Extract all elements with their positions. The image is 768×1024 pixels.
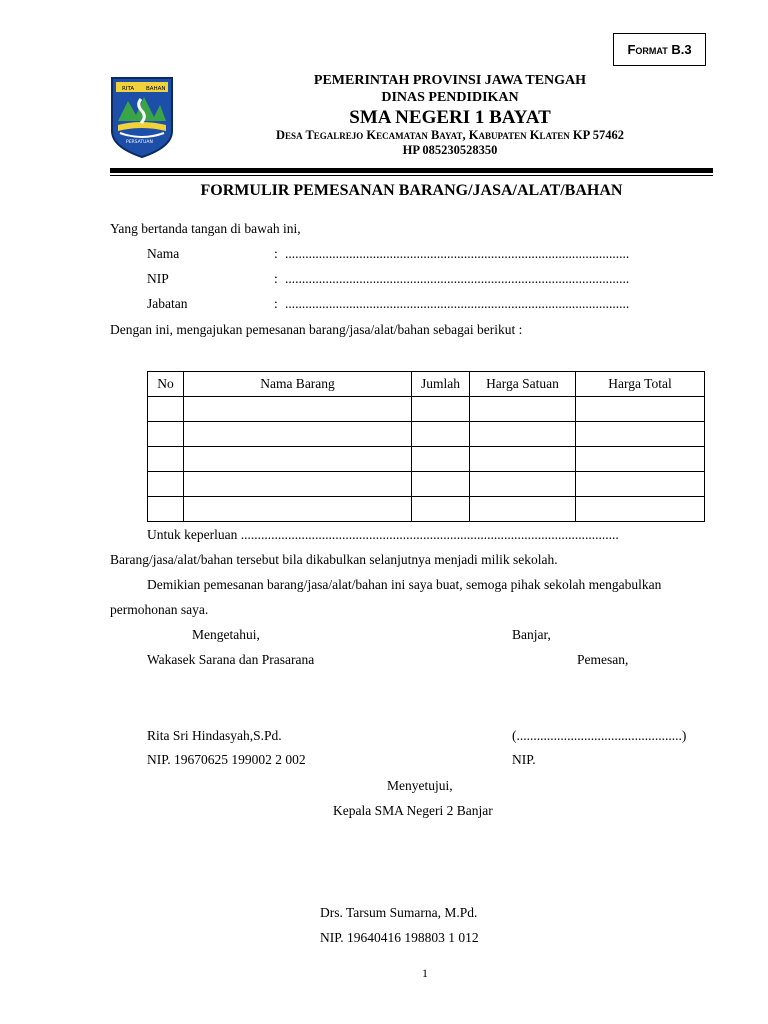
field-dots-nip[interactable]: ...................................................................................................... (285, 271, 630, 286)
school-address: Desa Tegalrejo Kecamatan Bayat, Kabupaten Klaten KP 57462 (276, 128, 624, 142)
table-header-row (148, 372, 705, 397)
table-row (148, 422, 705, 447)
table-cell[interactable] (412, 497, 470, 522)
table-cell[interactable] (576, 422, 705, 447)
field-label-nama: Nama (147, 246, 180, 261)
header-rule-thin (110, 175, 713, 176)
table-cell[interactable] (470, 472, 576, 497)
sign-left-knowing: Mengetahui, (192, 627, 260, 642)
intro-text: Yang bertanda tangan di bawah ini, (110, 221, 301, 236)
page-number: 1 (422, 966, 428, 980)
approval-nip: NIP. 19640416 198803 1 012 (320, 930, 479, 945)
table-cell[interactable] (470, 422, 576, 447)
table-cell[interactable] (184, 397, 412, 422)
purpose-line[interactable]: Untuk keperluan ................................................................................................................ (147, 527, 619, 542)
table-cell[interactable] (412, 447, 470, 472)
form-title: FORMULIR PEMESANAN BARANG/JASA/ALAT/BAHAN (200, 182, 623, 199)
field-label-jabatan: Jabatan (147, 296, 188, 311)
sign-right-place: Banjar, (512, 627, 551, 642)
table-cell[interactable] (184, 447, 412, 472)
col-header-jumlah: Jumlah (412, 372, 470, 397)
school-logo-icon (108, 75, 176, 159)
table-cell[interactable] (148, 472, 184, 497)
table-cell[interactable] (576, 397, 705, 422)
table-cell[interactable] (576, 472, 705, 497)
school-phone: HP 085230528350 (402, 143, 498, 157)
field-colon-nip: : (274, 271, 278, 286)
statement-closing-cont: permohonan saya. (110, 602, 209, 617)
format-label: Format B.3 (613, 33, 706, 66)
sign-left-name: Rita Sri Hindasyah,S.Pd. (147, 728, 282, 743)
table-cell[interactable] (148, 397, 184, 422)
table-cell[interactable] (148, 497, 184, 522)
table-cell[interactable] (412, 397, 470, 422)
field-label-nip: NIP (147, 271, 169, 286)
statement-closing: Demikian pemesanan barang/jasa/alat/bahan ini saya buat, semoga pihak sekolah mengabulkan (147, 577, 662, 592)
approval-label: Menyetujui, (387, 778, 453, 793)
logo-text-right: BAHAN (146, 86, 166, 92)
table-row (148, 397, 705, 422)
request-line: Dengan ini, mengajukan pemesanan barang/jasa/alat/bahan sebagai berikut : (110, 322, 523, 337)
approval-role: Kepala SMA Negeri 2 Banjar (333, 803, 493, 818)
field-dots-jabatan[interactable]: ...................................................................................................... (285, 296, 630, 311)
table-cell[interactable] (470, 497, 576, 522)
col-header-nama-barang: Nama Barang (184, 372, 412, 397)
sign-right-nip: NIP. (512, 752, 536, 767)
table-cell[interactable] (412, 472, 470, 497)
table-cell[interactable] (412, 422, 470, 447)
header-rule-thick (110, 168, 713, 173)
sign-left-role: Wakasek Sarana dan Prasarana (147, 652, 315, 667)
school-name: SMA NEGERI 1 BAYAT (349, 107, 551, 128)
header-line1: PEMERINTAH PROVINSI JAWA TENGAH (313, 73, 587, 88)
table-row (148, 472, 705, 497)
logo-text-bottom: PERSATUAN (126, 140, 153, 145)
col-header-no: No (148, 372, 184, 397)
sign-right-name[interactable]: (.................................................) (512, 728, 687, 743)
col-header-harga-total: Harga Total (576, 372, 705, 397)
field-colon-jabatan: : (274, 296, 278, 311)
approval-name: Drs. Tarsum Sumarna, M.Pd. (320, 905, 478, 920)
sign-right-role: Pemesan, (577, 652, 629, 667)
table-cell[interactable] (184, 472, 412, 497)
table-cell[interactable] (576, 497, 705, 522)
field-dots-nama[interactable]: ...................................................................................................... (285, 246, 630, 261)
table-cell[interactable] (576, 447, 705, 472)
table-cell[interactable] (184, 497, 412, 522)
statement-ownership: Barang/jasa/alat/bahan tersebut bila dikabulkan selanjutnya menjadi milik sekolah. (110, 552, 558, 567)
table-cell[interactable] (148, 447, 184, 472)
table-cell[interactable] (184, 422, 412, 447)
col-header-harga-satuan: Harga Satuan (470, 372, 576, 397)
table-row (148, 497, 705, 522)
table-cell[interactable] (148, 422, 184, 447)
table-row (148, 447, 705, 472)
sign-left-nip: NIP. 19670625 199002 2 002 (147, 752, 306, 767)
logo-text-left: RITA (122, 86, 135, 92)
header-line2: DINAS PENDIDIKAN (381, 90, 519, 105)
field-colon-nama: : (274, 246, 278, 261)
items-table (147, 371, 705, 522)
table-cell[interactable] (470, 447, 576, 472)
table-cell[interactable] (470, 397, 576, 422)
